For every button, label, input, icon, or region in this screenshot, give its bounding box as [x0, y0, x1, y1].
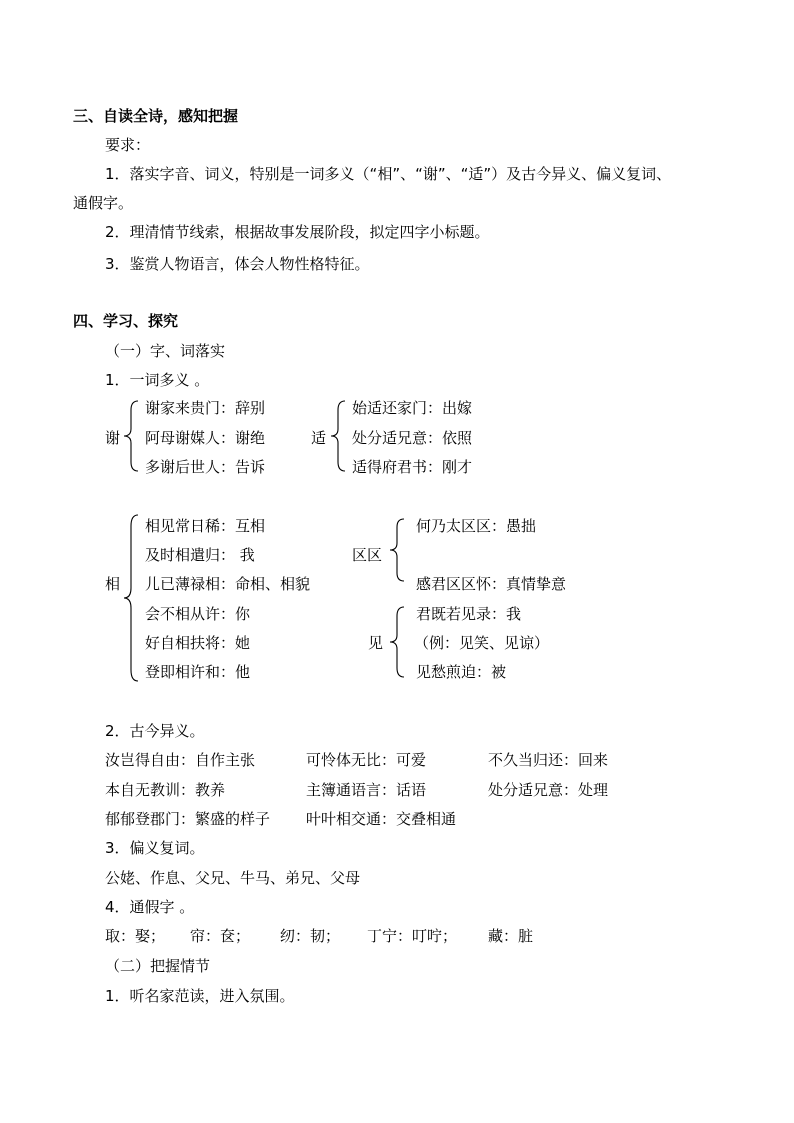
requirements-label: 要求： [105, 136, 151, 154]
ququ-brace [388, 518, 408, 582]
requirement-item-3: 3．鉴赏人物语言，体会人物性格特征。 [105, 255, 370, 273]
shi-char: 适 [311, 429, 327, 447]
xie-brace [122, 400, 142, 472]
xiang-entry-2: 及时相遣归： 我 [145, 546, 255, 564]
shi-entry-3: 适得府君书：刚才 [352, 458, 473, 476]
jian-entry-2: （例：见笑、见谅） [414, 634, 550, 652]
polysemy-title: 1．一词多义 。 [105, 371, 210, 389]
pianyi-title: 3．偏义复词。 [105, 839, 205, 857]
jian-brace [388, 606, 408, 678]
subsection-2-title: （二）把握情节 [105, 957, 211, 975]
ququ-char: 区区 [352, 546, 383, 564]
xie-entry-2: 阿母谢媒人：谢绝 [145, 429, 266, 447]
gujin-title: 2．古今异义。 [105, 722, 205, 740]
gujin-row-2-col-2: 主簿通语言：话语 [306, 781, 427, 799]
tongjia-item-1: 取：娶； [105, 927, 166, 945]
plot-item-1: 1．听名家范读，进入氛围。 [105, 987, 295, 1005]
tongjia-item-4: 丁宁：叮咛； [367, 927, 458, 945]
xiang-brace [122, 514, 142, 682]
xiang-entry-6: 登即相许和：他 [145, 663, 251, 681]
requirement-item-2: 2．理清情节线索，根据故事发展阶段，拟定四字小标题。 [105, 223, 490, 241]
shi-brace [329, 400, 349, 472]
shi-entry-2: 处分适兄意：依照 [352, 429, 473, 447]
xiang-entry-4: 会不相从许：你 [145, 605, 251, 623]
jian-char: 见 [368, 634, 384, 652]
gujin-row-2-col-3: 处分适兄意：处理 [488, 781, 609, 799]
gujin-row-1-col-1: 汝岂得自由：自作主张 [105, 751, 256, 769]
jian-entry-3: 见愁煎迫：被 [416, 663, 507, 681]
xie-entry-1: 谢家来贵门：辞别 [145, 399, 266, 417]
tongjia-item-2: 帘：奁； [190, 927, 251, 945]
xiang-entry-5: 好自相扶将：她 [145, 634, 251, 652]
xie-char: 谢 [105, 429, 121, 447]
xiang-entry-3: 儿已薄禄相：命相、相貌 [145, 575, 311, 593]
requirement-item-1-cont: 通假字。 [73, 194, 134, 212]
shi-entry-1: 始适还家门：出嫁 [352, 399, 473, 417]
tongjia-item-3: 纫：韧； [280, 927, 341, 945]
subsection-1-title: （一）字、词落实 [105, 342, 226, 360]
section3-heading: 三、自读全诗，感知把握 [73, 107, 239, 125]
section4-heading: 四、学习、探究 [73, 312, 179, 330]
tongjia-title: 4．通假字 。 [105, 898, 195, 916]
xie-entry-3: 多谢后世人：告诉 [145, 458, 266, 476]
jian-entry-1: 君既若见录：我 [416, 605, 522, 623]
xiang-entry-1: 相见常日稀：互相 [145, 517, 266, 535]
gujin-row-2-col-1: 本自无教训：教养 [105, 781, 226, 799]
tongjia-item-5: 藏：脏 [488, 927, 534, 945]
gujin-row-3-col-1: 郁郁登郡门：繁盛的样子 [105, 810, 271, 828]
gujin-row-1-col-2: 可怜体无比：可爱 [306, 751, 427, 769]
ququ-entry-1: 何乃太区区：愚拙 [416, 517, 537, 535]
requirement-item-1: 1．落实字音、词义，特别是一词多义（“相”、“谢”、“适”）及古今异义、偏义复词、 [105, 165, 672, 183]
gujin-row-3-col-2: 叶叶相交通：交叠相通 [306, 810, 457, 828]
xiang-char: 相 [105, 575, 121, 593]
gujin-row-1-col-3: 不久当归还：回来 [488, 751, 609, 769]
ququ-entry-2: 感君区区怀：真情挚意 [416, 575, 567, 593]
pianyi-text: 公姥、作息、父兄、牛马、弟兄、父母 [105, 869, 361, 887]
